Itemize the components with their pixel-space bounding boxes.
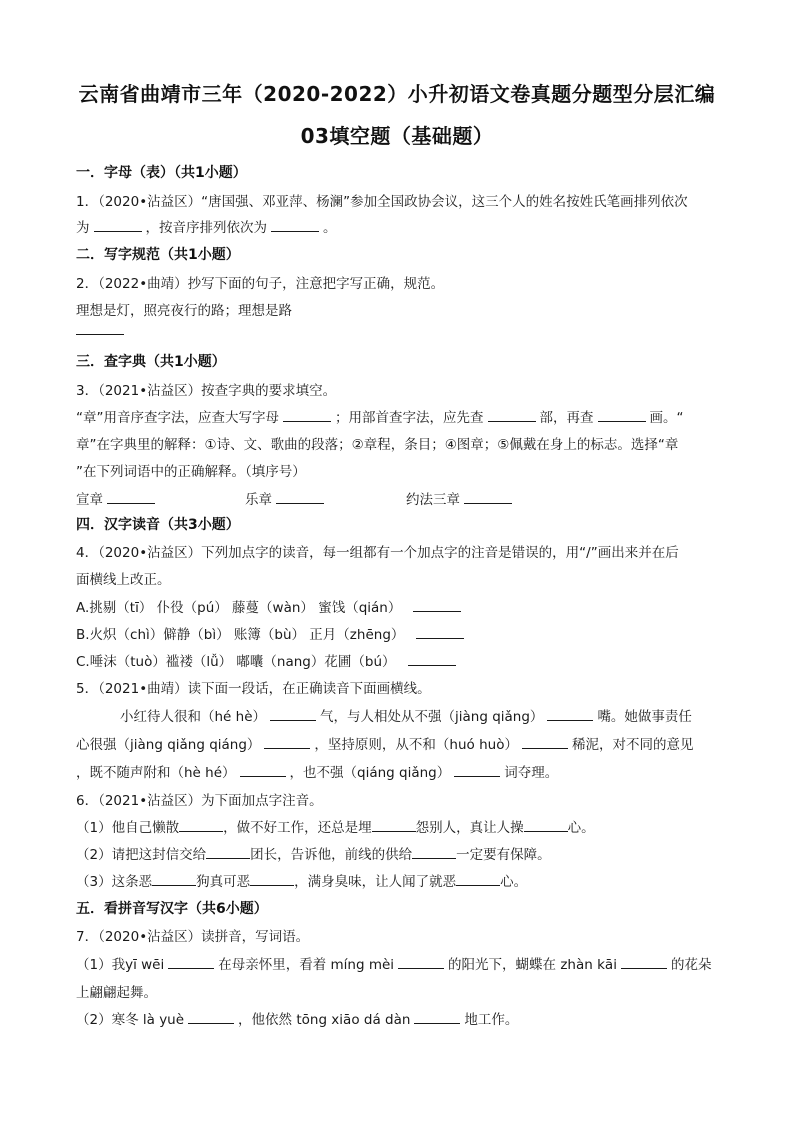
question-7-text: 7．（2020•沾益区）读拼音，写词语。 bbox=[76, 929, 310, 945]
answer-blank[interactable] bbox=[240, 775, 286, 777]
answer-blank[interactable] bbox=[372, 830, 416, 832]
answer-blank[interactable] bbox=[413, 610, 461, 612]
document-subtitle: 03填空题（基础题） bbox=[300, 124, 494, 148]
question-2-sentence: 理想是灯，照亮夜行的路；理想是路 bbox=[76, 303, 292, 319]
question-4-option-a: A.挑剔（tī） 仆役（pú） 藤蔓（wàn） 蜜饯（qián） bbox=[76, 596, 726, 616]
answer-blank[interactable] bbox=[416, 637, 464, 639]
answer-blank[interactable] bbox=[524, 830, 568, 832]
answer-blank[interactable] bbox=[412, 857, 456, 859]
section-heading-4: 四．汉字读音（共3小题） bbox=[76, 517, 240, 533]
answer-blank[interactable] bbox=[454, 775, 500, 777]
question-6-item-2: （2）请把这封信交给 团长，告诉他，前线的供给 一定要有保障。 bbox=[76, 847, 551, 863]
answer-blank[interactable] bbox=[168, 967, 214, 969]
question-3-text: 3．（2021•沾益区）按查字典的要求填空。 bbox=[76, 383, 337, 399]
answer-blank[interactable] bbox=[264, 747, 310, 749]
answer-blank[interactable] bbox=[398, 967, 444, 969]
answer-blank[interactable] bbox=[276, 502, 324, 504]
answer-blank[interactable] bbox=[271, 230, 319, 232]
answer-blank[interactable] bbox=[414, 1022, 460, 1024]
answer-blank[interactable] bbox=[152, 884, 196, 886]
section-heading-3: 三．查字典（共1小题） bbox=[76, 354, 226, 370]
question-2-answer-line bbox=[76, 323, 726, 339]
answer-blank[interactable] bbox=[94, 230, 142, 232]
question-6-text: 6．（2021•沾益区）为下面加点字注音。 bbox=[76, 793, 323, 809]
question-3-line-3: 章”在字典里的解释：①诗、文、歌曲的段落；②章程，条目；④图章；⑤佩戴在身上的标志。选择“章 bbox=[76, 437, 679, 453]
question-4-text-2: 面横线上改正。 bbox=[76, 572, 171, 588]
question-5-paragraph-3: ，既不随声附和（hè hé） ，也不强（qiáng qiǎng） 词夺理。 bbox=[76, 765, 559, 781]
answer-blank[interactable] bbox=[456, 884, 500, 886]
question-4-option-b: B.火炽（chì）僻静（bì） 账簿（bù） 正月（zhēng） bbox=[76, 623, 726, 643]
answer-blank[interactable] bbox=[188, 1022, 234, 1024]
section-heading-5: 五．看拼音写汉字（共6小题） bbox=[76, 901, 268, 917]
question-5-paragraph-1: 小红待人很和（hé hè） 气，与人相处从不强（jiàng qiǎng） 嘴。她做事责任 bbox=[120, 709, 692, 725]
question-6-item-1: （1）他自己懒散 ，做不好工作，还总是埋 怨别人，真让人操 心。 bbox=[76, 820, 595, 836]
question-3-words: 宣章 乐章 约法三章 bbox=[76, 488, 726, 508]
answer-blank[interactable] bbox=[464, 502, 512, 504]
answer-blank[interactable] bbox=[598, 420, 646, 422]
answer-blank[interactable] bbox=[547, 719, 593, 721]
question-1-answer-line: 为 ，按音序排列依次为 。 bbox=[76, 220, 337, 236]
question-1-text: 1．（2020•沾益区）“唐国强、邓亚萍、杨澜”参加全国政协会议，这三个人的姓名按姓氏笔画排列依次 bbox=[76, 194, 688, 210]
question-3-line-2: “章”用音序查字法，应查大写字母 ；用部首查字法，应先查 部，再查 画。“ bbox=[76, 410, 684, 426]
question-7-item-2: （2）寒冬 là yuè ，他依然 tōng xiāo dá dàn 地工作。 bbox=[76, 1012, 519, 1028]
answer-blank[interactable] bbox=[270, 719, 316, 721]
question-2-text: 2．（2022•曲靖）抄写下面的句子，注意把字写正确，规范。 bbox=[76, 276, 445, 292]
answer-blank[interactable] bbox=[408, 664, 456, 666]
section-heading-1: 一．字母（表）（共1小题） bbox=[76, 165, 247, 181]
answer-blank[interactable] bbox=[179, 830, 223, 832]
question-7-item-1-continued: 上翩翩起舞。 bbox=[76, 985, 157, 1001]
question-5-paragraph-2: 心很强（jiàng qiǎng qiáng） ，坚持原则，从不和（huó huò） 稀泥，对不同的意见 bbox=[76, 737, 694, 753]
section-heading-2: 二．写字规范（共1小题） bbox=[76, 247, 240, 263]
answer-blank[interactable] bbox=[621, 967, 667, 969]
document-title: 云南省曲靖市三年（2020-2022）小升初语文卷真题分题型分层汇编 bbox=[78, 82, 716, 106]
answer-blank[interactable] bbox=[107, 502, 155, 504]
question-4-option-c: C.唾沫（tuò）褴褛（lǚ） 嘟囔（nang）花圃（bú） bbox=[76, 650, 726, 670]
question-7-item-1: （1）我yī wēi 在母亲怀里，看着 míng mèi 的阳光下，蝴蝶在 zhàn kāi 的花朵 bbox=[76, 957, 712, 973]
answer-blank[interactable] bbox=[522, 747, 568, 749]
question-5-text: 5．（2021•曲靖）读下面一段话，在正确读音下面画横线。 bbox=[76, 681, 431, 697]
answer-blank[interactable] bbox=[206, 857, 250, 859]
answer-blank[interactable] bbox=[76, 333, 124, 335]
question-3-line-4: ”在下列词语中的正确解释。（填序号） bbox=[76, 464, 306, 480]
question-4-text: 4．（2020•沾益区）下列加点字的读音，每一组都有一个加点字的注音是错误的，用“/”画出来并在后 bbox=[76, 545, 679, 561]
question-6-item-3: （3）这条恶 狗真可恶 ，满身臭味，让人闻了就恶 心。 bbox=[76, 874, 528, 890]
answer-blank[interactable] bbox=[283, 420, 331, 422]
answer-blank[interactable] bbox=[250, 884, 294, 886]
answer-blank[interactable] bbox=[488, 420, 536, 422]
